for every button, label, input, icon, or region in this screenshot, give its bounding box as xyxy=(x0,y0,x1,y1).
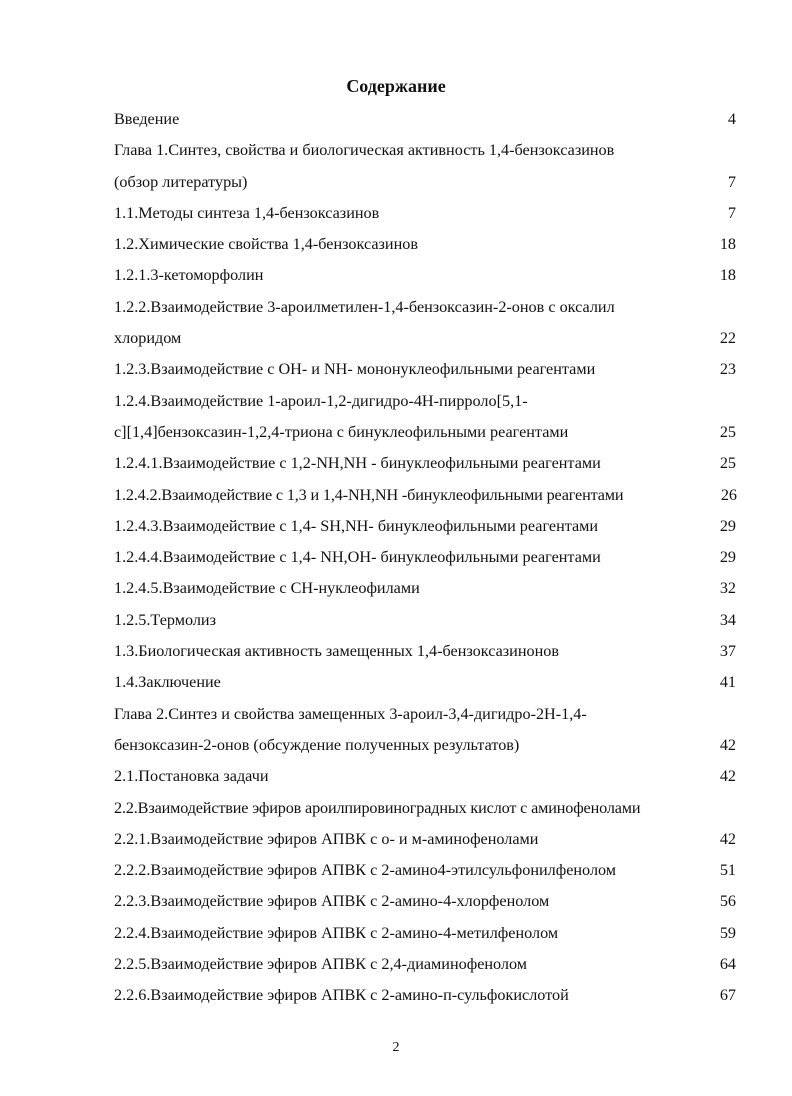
toc-entry-page: 29 xyxy=(719,516,736,535)
toc-entry-text: Глава 2.Синтез и свойства замещенных 3-ароил-3,4-дигидро-2H-1,4- xyxy=(114,704,587,723)
toc-entry-text: 2.2.5.Взаимодействие эфиров АПВК с 2,4-диаминофенолом xyxy=(114,955,528,974)
toc-entry xyxy=(114,886,740,917)
toc-entry xyxy=(114,542,740,573)
page-number: 2 xyxy=(392,1040,400,1055)
toc-entry-text: 2.2.1.Взаимодействие эфиров АПВК с о- и м-аминофенолами xyxy=(114,829,539,848)
toc-entry xyxy=(114,229,740,260)
toc-entry xyxy=(114,448,740,479)
toc-entry xyxy=(114,730,740,761)
toc-entry-page: 64 xyxy=(719,955,736,974)
toc-entry-page: 51 xyxy=(719,861,736,880)
toc-entry-text: 1.3.Биологическая активность замещенных 1,4-бензоксазинонов xyxy=(114,642,559,661)
toc-entry-text: 1.2.4.3.Взаимодействие с 1,4- SH,NH- бинуклеофильными реагентами xyxy=(114,516,599,535)
toc-entry-text: 2.2.2.Взаимодействие эфиров АПВК с 2-амино4-этилсульфонилфенолом xyxy=(114,861,617,880)
toc-entry-text: бензоксазин-2-онов (обсуждение полученных результатов) xyxy=(114,735,520,754)
toc-entry-text: Введение xyxy=(114,110,180,128)
toc-entry xyxy=(114,793,740,824)
toc-entry xyxy=(114,354,740,385)
toc-entry xyxy=(114,949,740,980)
toc-entry-page: 7 xyxy=(727,203,736,222)
toc-entry xyxy=(114,292,740,323)
toc-entry xyxy=(114,323,740,354)
toc-entry xyxy=(114,605,740,636)
toc-entry-text: (обзор литературы) xyxy=(114,172,248,191)
toc-entry-text: 2.2.6.Взаимодействие эфиров АПВК с 2-амино-п-сульфокислотой xyxy=(114,986,569,1005)
toc-entry xyxy=(114,167,740,198)
toc-entry-page: 18 xyxy=(719,266,736,285)
toc-entry-page: 37 xyxy=(719,642,736,661)
toc-entry-text: 1.2.3.Взаимодействие с ОН- и NH- мононуклеофильными реагентами xyxy=(114,360,596,379)
toc-entry xyxy=(114,386,740,417)
toc-entry xyxy=(114,636,740,667)
toc-entry-page: 67 xyxy=(719,986,736,1005)
toc-entry-page: 42 xyxy=(719,735,736,754)
toc-entry-text: 2.2.Взаимодействие эфиров ароилпировиноградных кислот с аминофенолами xyxy=(114,798,641,817)
toc-entry xyxy=(114,511,740,542)
toc-entry xyxy=(114,104,740,135)
toc-entry xyxy=(114,135,740,166)
toc-entry-text: 2.2.4.Взаимодействие эфиров АПВК с 2-амино-4-метилфенолом xyxy=(114,923,559,942)
toc-entry-page: 22 xyxy=(719,329,736,348)
toc-entry-text: Глава 1.Синтез, свойства и биологическая активность 1,4-бензоксазинов xyxy=(114,141,615,160)
toc-entry-text: 1.4.Заключение xyxy=(114,673,221,692)
toc-entry-text: 2.2.3.Взаимодействие эфиров АПВК с 2-амино-4-хлорфенолом xyxy=(114,892,550,911)
toc-entry-text: 1.2.5.Термолиз xyxy=(114,610,216,629)
toc-entry-text: 1.2.1.3-кетоморфолин xyxy=(114,266,264,285)
toc-entry-page: 42 xyxy=(719,829,736,848)
toc-entry-page: 26 xyxy=(720,485,737,504)
toc-entry-page: 25 xyxy=(719,422,736,441)
toc-entry-text: 1.2.4.2.Взаимодействие с 1,3 и 1,4-NH,NH -бинуклеофильными реагентами xyxy=(114,485,624,504)
toc-entry-text: 1.2.Химические свойства 1,4-бензоксазинов xyxy=(114,235,418,254)
toc-entry-page: 56 xyxy=(719,892,736,911)
toc-entry-page: 34 xyxy=(719,610,736,629)
toc-entry xyxy=(114,480,740,511)
toc-entry xyxy=(114,198,740,229)
toc-entry xyxy=(114,824,740,855)
toc-entry xyxy=(114,980,740,1011)
page-title: Содержание xyxy=(346,76,446,96)
toc-entry xyxy=(114,855,740,886)
toc-entry-text: хлоридом xyxy=(114,329,182,348)
toc-entry-page: 18 xyxy=(719,235,736,254)
toc-entry-page: 29 xyxy=(719,548,736,567)
toc-entry-text: 1.2.2.Взаимодействие 3-ароилметилен-1,4-бензоксазин-2-онов с оксалил xyxy=(114,297,615,316)
toc-entry-page: 25 xyxy=(719,454,736,473)
toc-entry-text: 1.2.4.1.Взаимодействие с 1,2-NH,NH - бинуклеофильными реагентами xyxy=(114,454,601,473)
toc-entry-page: 59 xyxy=(719,923,736,942)
toc-entry xyxy=(114,667,740,698)
toc-entry-page: 4 xyxy=(727,110,736,128)
toc-entry-page: 41 xyxy=(719,673,736,692)
toc-entry-text: 1.1.Методы синтеза 1,4-бензоксазинов xyxy=(114,203,380,222)
toc-entry xyxy=(114,260,740,291)
toc-entry-text: c][1,4]бензоксазин-1,2,4-триона с бинуклеофильными реагентами xyxy=(114,422,569,441)
toc-entry-text: 1.2.4.4.Взаимодействие с 1,4- NH,OH- бинуклеофильными реагентами xyxy=(114,548,601,567)
toc-entry-text: 1.2.4.Взаимодействие 1-ароил-1,2-дигидро-4Н-пирроло[5,1- xyxy=(114,391,528,410)
toc-entry-page: 42 xyxy=(719,767,736,786)
toc-entry xyxy=(114,417,740,448)
toc-entry xyxy=(114,761,740,792)
toc-entry-page: 23 xyxy=(719,360,736,379)
toc-entry-text: 2.1.Постановка задачи xyxy=(114,767,269,786)
toc-entry xyxy=(114,699,740,730)
toc-entry-page: 32 xyxy=(719,579,736,598)
table-of-contents xyxy=(114,104,740,1012)
toc-entry-page: 7 xyxy=(727,172,736,191)
toc-entry xyxy=(114,918,740,949)
toc-entry xyxy=(114,573,740,604)
toc-entry-text: 1.2.4.5.Взаимодействие с CH-нуклеофилами xyxy=(114,579,420,598)
